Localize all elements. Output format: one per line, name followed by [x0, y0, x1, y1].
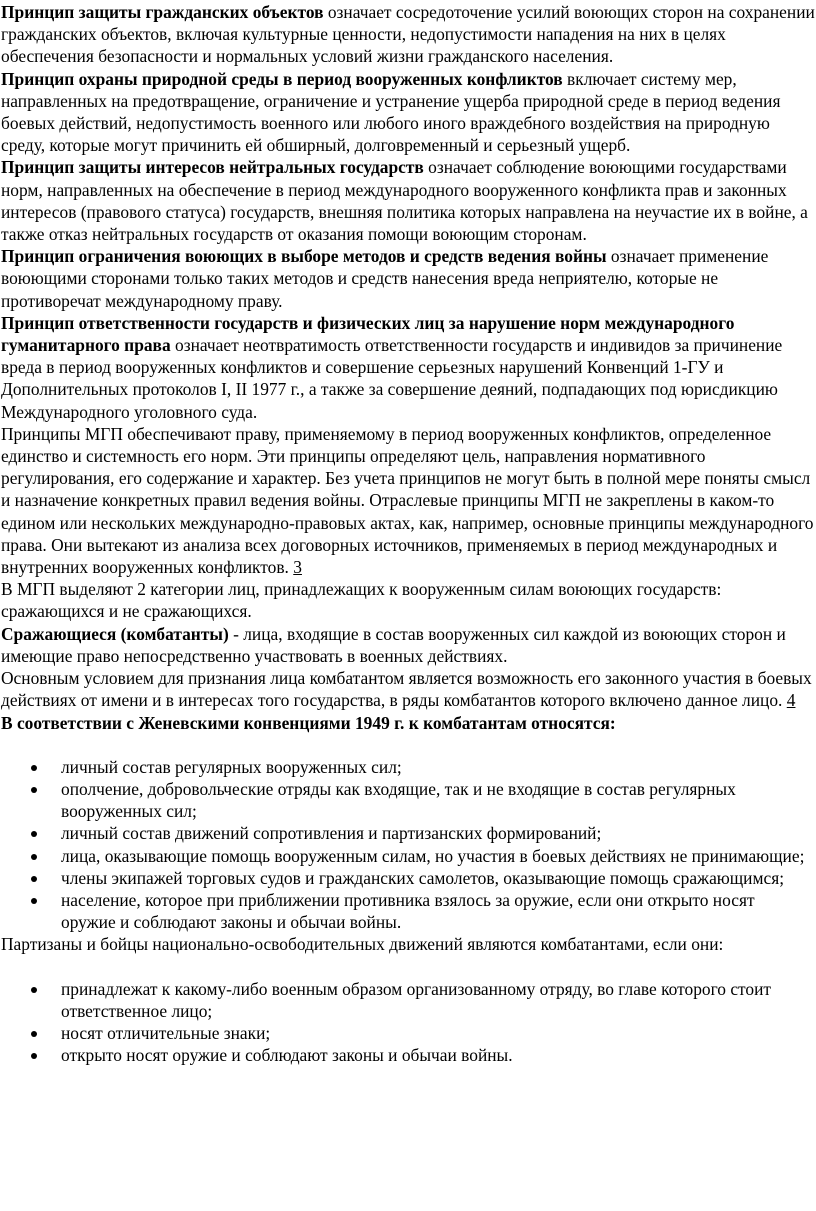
paragraph-environment: [1, 68, 816, 157]
heading-text: В соответствии с Женевскими конвенциями 1949 г. к комбатантам относятся:: [1, 712, 616, 733]
paragraph-term: Принцип ограничения воюющих в выборе методов и средств ведения войны: [1, 246, 607, 267]
paragraph-text: включает систему мер, направленных на предотвращение, ограничение и устранение ущерба природной среде в период ведения боевых действий, недопустимость военного или любого иного враждебного воздействия на природную среду, которые могут причинить ей обширный, долговременный и серьезный ущерб.: [1, 68, 781, 156]
section-heading-geneva: [1, 712, 816, 734]
paragraph-text: Принципы МГП обеспечивают праву, применяемому в период вооруженных конфликтов, определенное единство и системность его норм. Эти принципы определяют цель, направления нормативного регулирования, его содержание и характер. Без учета принципов не могут быть в полной мере поняты смысл и назначение конкретных правил ведения войны. Отраслевые принципы МГП не закреплены в каком-то едином или нескольких международно-правовых актах, как, например, основные принципы международного права. Они вытекают из анализа всех договорных источников, применяемых в период международных и внутренних вооруженных конфликтов.: [1, 423, 814, 578]
paragraph-term: Принцип защиты интересов нейтральных государств: [1, 157, 424, 178]
list-item: открыто носят оружие и соблюдают законы и обычаи войны.: [1, 1044, 816, 1066]
list-item: носят отличительные знаки;: [1, 1022, 816, 1044]
paragraph-term: Принцип защиты гражданских объектов: [1, 2, 324, 22]
footnote-link-3[interactable]: 3: [293, 557, 302, 578]
list-item: ополчение, добровольческие отряды как входящие, так и не входящие в состав регулярных вооруженных сил;: [1, 778, 816, 822]
paragraph-text: означает неотвратимость ответственности государств и индивидов за причинение вреда в период вооруженных конфликтов и совершение серьезных нарушений Конвенций 1-ГУ и Дополнительных протоколов I, II 1977 г., а также за совершение деяний, подпадающих под юрисдикцию Международного уголовного суда.: [1, 335, 783, 422]
paragraph-civilian-objects: [1, 1, 816, 68]
paragraph-categories: [1, 578, 816, 622]
list-item: население, которое при приближении противника взялось за оружие, если они открыто носят оружие и соблюдают законы и обычаи войны.: [1, 889, 816, 933]
paragraph-neutral-states: [1, 156, 816, 245]
bullet-list-combatants: [1, 756, 816, 934]
bullet-list-partisan-conditions: [1, 978, 816, 1067]
list-item: лица, оказывающие помощь вооруженным силам, но участия в боевых действиях не принимающие;: [1, 845, 816, 867]
paragraph-combatant-condition: [1, 667, 816, 711]
paragraph-text: Основным условием для признания лица комбатантом является возможность его законного участия в боевых действиях от имени и в интересах того государства, в ряды комбатантов которого включено данное лицо.: [1, 668, 812, 711]
paragraph-responsibility: [1, 312, 816, 423]
paragraph-term: Принцип охраны природной среды в период вооруженных конфликтов: [1, 68, 563, 89]
spacer: [1, 734, 816, 756]
footnote-link-4[interactable]: 4: [786, 690, 796, 711]
paragraph-text: означает сосредоточение усилий воюющих сторон на сохранении гражданских объектов, включая культурные ценности, недопустимости нападения на них в целях обеспечения безопасности и нормальных условий жизни гражданского населения.: [1, 2, 815, 67]
paragraph-term: Сражающиеся (комбатанты): [1, 623, 229, 644]
paragraph-text: Партизаны и бойцы национально-освободительных движений являются комбатантами, если они:: [1, 934, 724, 955]
paragraph-text: - лица, входящие в состав вооруженных сил каждой из воюющих сторон и имеющие право непосредственно участвовать в военных действиях.: [1, 623, 786, 666]
paragraph-text: означает соблюдение воюющими государствами норм, направленных на обеспечение в период международного вооруженного конфликта прав и законных интересов (правового статуса) государств, внешняя политика которых направлена на неучастие их в войне, а также отказ нейтральных государств от оказания помощи воюющим сторонам.: [1, 157, 808, 245]
paragraph-principles-summary: [1, 423, 816, 578]
paragraph-partisans: [1, 933, 816, 955]
list-item: личный состав регулярных вооруженных сил;: [1, 756, 816, 778]
list-item: члены экипажей торговых судов и гражданских самолетов, оказывающие помощь сражающимся;: [1, 867, 816, 889]
spacer: [1, 956, 816, 978]
paragraph-term: Принцип ответственности государств и физических лиц за нарушение норм международного гуманитарного права: [1, 312, 735, 356]
paragraph-combatants: [1, 623, 816, 667]
list-item: принадлежат к какому-либо военным образом организованному отряду, во главе которого стоит ответственное лицо;: [1, 978, 816, 1022]
list-item: личный состав движений сопротивления и партизанских формирований;: [1, 822, 816, 844]
paragraph-methods-limitation: [1, 245, 816, 312]
paragraph-text: В МГП выделяют 2 категории лиц, принадлежащих к вооруженным силам воюющих государств: сражающихся и не сражающихся.: [1, 579, 722, 622]
paragraph-text: означает применение воюющими сторонами только таких методов и средств нанесения вреда неприятелю, которые не противоречат международному праву.: [1, 246, 769, 311]
